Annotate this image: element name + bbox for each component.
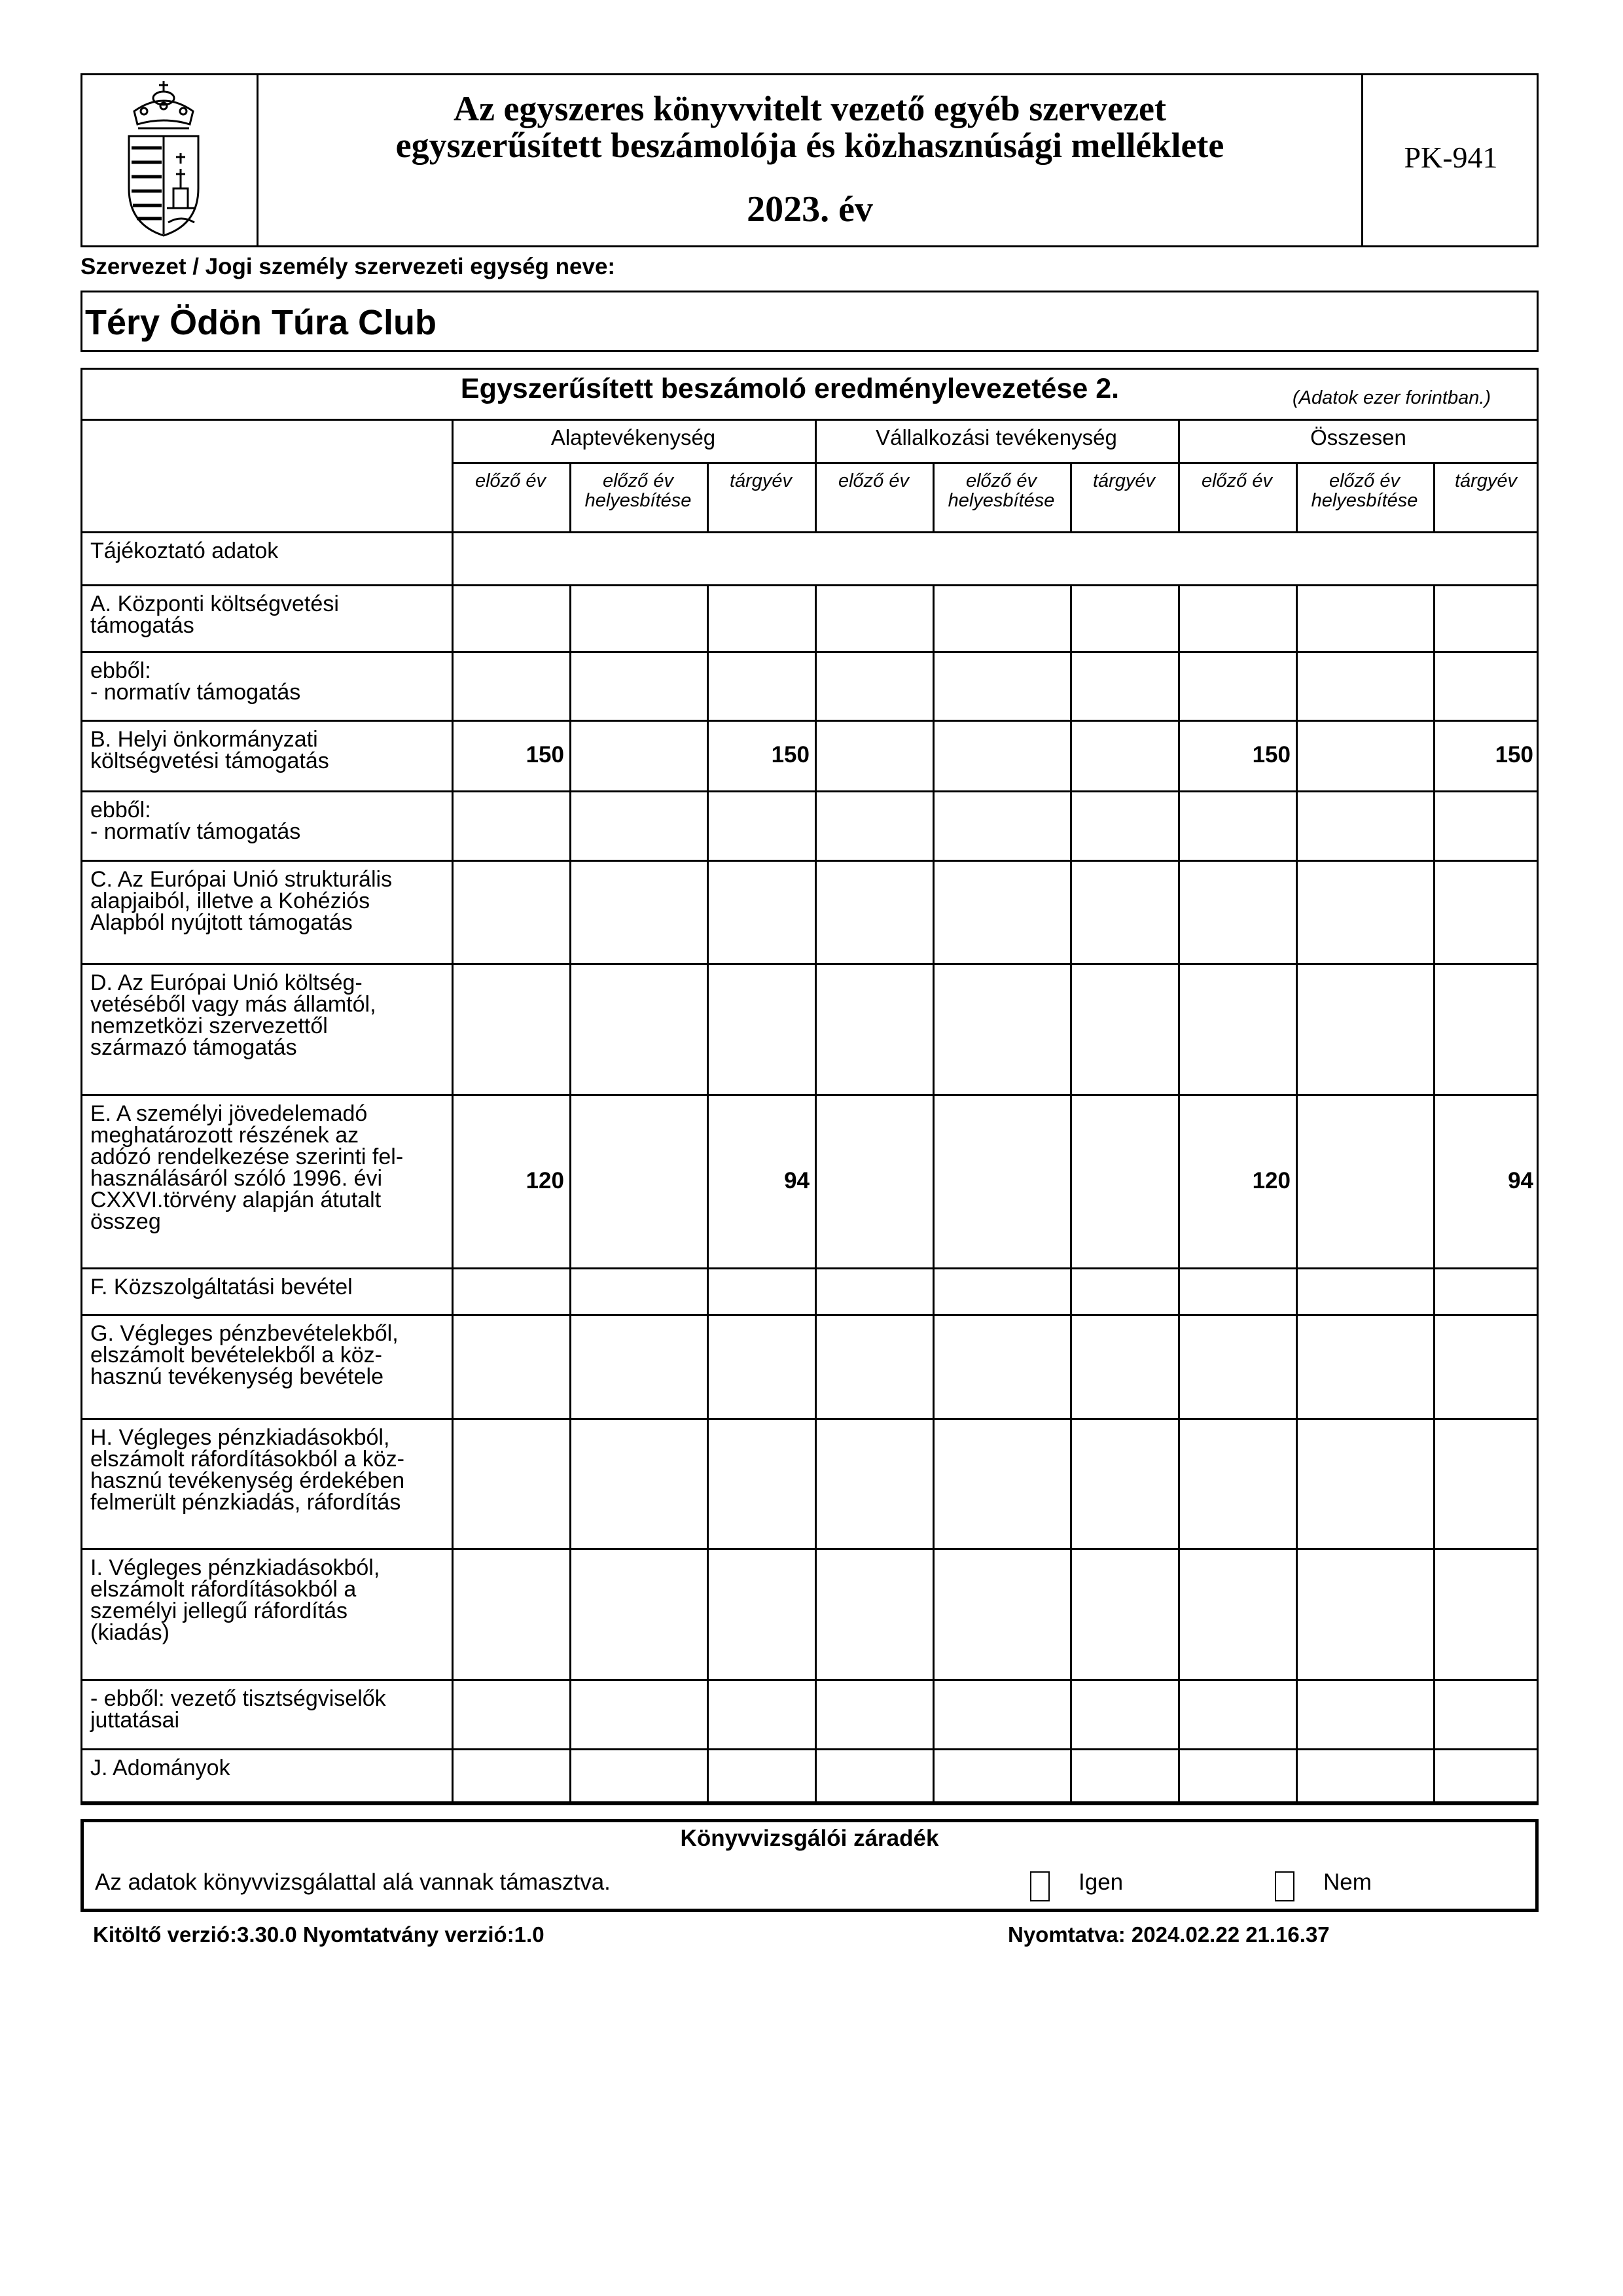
cell-divider xyxy=(569,1094,571,1267)
cell-divider xyxy=(1178,963,1180,1094)
form-year: 2023. év xyxy=(747,189,873,230)
cell-divider xyxy=(1296,720,1298,790)
cell-divider xyxy=(1178,1314,1180,1418)
row-label-divider xyxy=(452,1548,454,1679)
table-cell: 150 xyxy=(526,742,564,768)
cell-divider xyxy=(1296,1314,1298,1418)
row-line xyxy=(80,1803,1539,1805)
cell-divider xyxy=(1433,584,1435,651)
cell-divider xyxy=(933,790,935,860)
form-title-line2: egyszerűsített beszámolója és közhasznúsági melléklete xyxy=(395,126,1224,165)
row-line xyxy=(80,1094,1539,1096)
cell-divider xyxy=(1296,860,1298,963)
cell-divider xyxy=(1433,790,1435,860)
audit-yes-checkbox[interactable] xyxy=(1030,1871,1050,1901)
row-label-divider xyxy=(452,1748,454,1803)
cell-divider xyxy=(569,651,571,720)
cell-divider xyxy=(569,720,571,790)
cell-divider xyxy=(1070,860,1072,963)
row-line xyxy=(80,1679,1539,1681)
table-cell: 94 xyxy=(784,1167,810,1193)
cell-divider xyxy=(1433,1267,1435,1314)
cell-divider xyxy=(1178,584,1180,651)
cell-divider xyxy=(569,584,571,651)
row-label-divider xyxy=(452,1314,454,1418)
cell-divider xyxy=(1296,963,1298,1094)
cell-divider xyxy=(815,1267,817,1314)
table-row-label: ebből: - normatív támogatás xyxy=(90,798,301,844)
cell-divider xyxy=(707,651,709,720)
row-line xyxy=(80,790,1539,792)
cell-divider xyxy=(815,1548,817,1679)
column-subheader: tárgyév xyxy=(1454,470,1518,491)
cell-divider xyxy=(1296,1418,1298,1548)
table-row-label: E. A személyi jövedelemadó meghatározott részének az adózó rendelkezése szerinti fel- használásáról szóló 1996. évi CXXVI.törvény alapján átutalt összeg xyxy=(90,1101,404,1234)
row-line xyxy=(80,1314,1539,1316)
column-subheader: tárgyév xyxy=(1092,470,1156,491)
table-cell: 150 xyxy=(1495,742,1533,768)
cell-divider xyxy=(815,1094,817,1267)
cell-divider xyxy=(1433,963,1435,1094)
cell-divider xyxy=(1178,860,1180,963)
cell-divider xyxy=(1178,1418,1180,1548)
column-subheader: előző év helyesbítése xyxy=(948,470,1055,511)
cell-divider xyxy=(1296,790,1298,860)
cell-divider xyxy=(1433,651,1435,720)
row-line xyxy=(80,963,1539,965)
audit-yes-label: Igen xyxy=(1079,1869,1124,1895)
cell-divider xyxy=(1070,651,1072,720)
table-row-label: Tájékoztató adatok xyxy=(90,539,279,563)
cell-divider xyxy=(933,1748,935,1803)
row-label-divider xyxy=(452,1679,454,1748)
column-subheader: előző év xyxy=(474,470,546,491)
cell-divider xyxy=(815,790,817,860)
table-cell: 150 xyxy=(771,742,810,768)
cell-divider xyxy=(1070,790,1072,860)
footer-version: Kitöltő verzió:3.30.0 Nyomtatvány verzió:1.0 xyxy=(93,1922,544,1947)
coat-of-arms-icon xyxy=(115,77,213,241)
cell-divider xyxy=(707,1314,709,1418)
cell-divider xyxy=(815,860,817,963)
cell-divider xyxy=(1178,1548,1180,1679)
cell-divider xyxy=(707,1679,709,1748)
audit-title: Könyvvizsgálói záradék xyxy=(680,1826,939,1851)
title-underline xyxy=(80,419,1539,421)
column-subheader: tárgyév xyxy=(729,470,793,491)
row-line xyxy=(80,860,1539,862)
cell-divider xyxy=(933,963,935,1094)
table-row-label: A. Központi költségvetési támogatás xyxy=(90,592,339,638)
table-row-label: C. Az Európai Unió strukturális alapjaiból, illetve a Kohéziós Alapból nyújtott támogatás xyxy=(90,867,393,935)
cell-divider xyxy=(1296,1748,1298,1803)
cell-divider xyxy=(1178,1679,1180,1748)
table-row-label: G. Végleges pénzbevételekből, elszámolt bevételekből a köz- hasznú tevékenység bevétele xyxy=(90,1321,399,1389)
cell-divider xyxy=(1433,1548,1435,1679)
cell-divider xyxy=(569,963,571,1094)
cell-divider xyxy=(1296,651,1298,720)
cell-divider xyxy=(1070,963,1072,1094)
table-row-label: ebből: - normatív támogatás xyxy=(90,658,301,705)
row-line xyxy=(80,1548,1539,1550)
table-cell: 150 xyxy=(1252,742,1291,768)
table-row-label: J. Adományok xyxy=(90,1756,230,1780)
row-line xyxy=(80,1748,1539,1750)
row-label-divider xyxy=(452,584,454,651)
cell-divider xyxy=(707,790,709,860)
cell-divider xyxy=(815,1748,817,1803)
cell-divider xyxy=(933,860,935,963)
cell-divider xyxy=(707,1418,709,1548)
column-subheader: előző év helyesbítése xyxy=(584,470,692,511)
table-row-label: H. Végleges pénzkiadásokból, elszámolt ráfordításokból a köz- hasznú tevékenység érdekében felmerült pénzkiadás, ráfordítás xyxy=(90,1425,405,1515)
cell-divider xyxy=(933,1094,935,1267)
cell-divider xyxy=(1070,1418,1072,1548)
row-line xyxy=(80,1267,1539,1269)
cell-divider xyxy=(1070,584,1072,651)
row-label-divider xyxy=(452,963,454,1094)
row-label-divider xyxy=(452,531,454,584)
cell-divider xyxy=(815,963,817,1094)
org-name-label: Szervezet / Jogi személy szervezeti egység neve: xyxy=(80,254,616,279)
table-cell: 120 xyxy=(526,1167,564,1193)
cell-divider xyxy=(1178,790,1180,860)
cell-divider xyxy=(707,963,709,1094)
row-line xyxy=(80,651,1539,653)
cell-divider xyxy=(1178,1267,1180,1314)
cell-divider xyxy=(569,1748,571,1803)
cell-divider xyxy=(933,584,935,651)
org-name-value: Téry Ödön Túra Club xyxy=(85,303,437,342)
row-line xyxy=(80,1418,1539,1420)
footer-printed: Nyomtatva: 2024.02.22 21.16.37 xyxy=(1008,1922,1330,1947)
unit-note: (Adatok ezer forintban.) xyxy=(1293,387,1491,408)
audit-statement: Az adatok könyvvizsgálattal alá vannak támasztva. xyxy=(95,1869,611,1895)
row-label-divider xyxy=(452,790,454,860)
group-header: Vállalkozási tevékenység xyxy=(876,425,1117,450)
audit-no-checkbox[interactable] xyxy=(1275,1871,1294,1901)
column-subheader: előző év xyxy=(1201,470,1272,491)
table-cell: 94 xyxy=(1508,1167,1533,1193)
form-code: PK-941 xyxy=(1404,141,1498,174)
cell-divider xyxy=(1296,1094,1298,1267)
cell-divider xyxy=(1296,1548,1298,1679)
table-row-label: B. Helyi önkormányzati költségvetési támogatás xyxy=(90,727,329,773)
cell-divider xyxy=(933,720,935,790)
group-header: Alaptevékenység xyxy=(550,425,716,450)
cell-divider xyxy=(1296,584,1298,651)
cell-divider xyxy=(1070,720,1072,790)
row-line xyxy=(80,720,1539,722)
cell-divider xyxy=(1070,1679,1072,1748)
group-header: Összesen xyxy=(1310,425,1406,450)
row-line xyxy=(80,584,1539,586)
cell-divider xyxy=(569,1267,571,1314)
cell-divider xyxy=(707,1748,709,1803)
cell-divider xyxy=(1296,1679,1298,1748)
cell-divider xyxy=(815,1314,817,1418)
row-label-divider xyxy=(452,651,454,720)
cell-divider xyxy=(1433,1314,1435,1418)
column-subheader: előző év helyesbítése xyxy=(1311,470,1418,511)
cell-divider xyxy=(1433,1679,1435,1748)
cell-divider xyxy=(569,1314,571,1418)
cell-divider xyxy=(569,790,571,860)
cell-divider xyxy=(933,1418,935,1548)
row-label-divider xyxy=(452,1267,454,1314)
cell-divider xyxy=(707,860,709,963)
row-label-divider xyxy=(452,860,454,963)
table-row-label: - ebből: vezető tisztségviselők juttatásai xyxy=(90,1686,386,1733)
table-row-label: F. Közszolgáltatási bevétel xyxy=(90,1275,353,1299)
cell-divider xyxy=(569,860,571,963)
cell-divider xyxy=(815,584,817,651)
cell-divider xyxy=(815,720,817,790)
cell-divider xyxy=(1433,860,1435,963)
cell-divider xyxy=(815,651,817,720)
cell-divider xyxy=(1070,1748,1072,1803)
cell-divider xyxy=(933,651,935,720)
cell-divider xyxy=(933,1267,935,1314)
cell-divider xyxy=(1070,1314,1072,1418)
table-row-label: D. Az Európai Unió költség- vetéséből vagy más államtól, nemzetközi szervezettől származó támogatás xyxy=(90,970,376,1060)
cell-divider xyxy=(707,584,709,651)
section-title: Egyszerűsített beszámoló eredménylevezetése 2. xyxy=(460,373,1120,404)
cell-divider xyxy=(569,1418,571,1548)
table-row-label: I. Végleges pénzkiadásokból, elszámolt ráfordításokból a személyi jellegű ráfordítás (kiadás) xyxy=(90,1555,380,1645)
cell-divider xyxy=(1070,1267,1072,1314)
row-label-divider xyxy=(452,1418,454,1548)
cell-divider xyxy=(815,1418,817,1548)
cell-divider xyxy=(933,1679,935,1748)
audit-no-label: Nem xyxy=(1323,1869,1372,1895)
cell-divider xyxy=(1070,1094,1072,1267)
cell-divider xyxy=(1433,1748,1435,1803)
cell-divider xyxy=(933,1548,935,1679)
header-bottom-line xyxy=(80,531,1539,533)
column-subheader: előző év xyxy=(838,470,909,491)
cell-divider xyxy=(815,1679,817,1748)
cell-divider xyxy=(1178,1748,1180,1803)
cell-divider xyxy=(569,1548,571,1679)
cell-divider xyxy=(707,1267,709,1314)
table-cell: 120 xyxy=(1252,1167,1291,1193)
cell-divider xyxy=(569,1679,571,1748)
cell-divider xyxy=(1070,1548,1072,1679)
cell-divider xyxy=(707,1548,709,1679)
cell-divider xyxy=(933,1314,935,1418)
cell-divider xyxy=(1296,1267,1298,1314)
group-header-underline xyxy=(452,462,1539,464)
cell-divider xyxy=(1178,651,1180,720)
cell-divider xyxy=(1433,1418,1435,1548)
form-title-line1: Az egyszeres könyvvitelt vezető egyéb szervezet xyxy=(453,89,1167,128)
